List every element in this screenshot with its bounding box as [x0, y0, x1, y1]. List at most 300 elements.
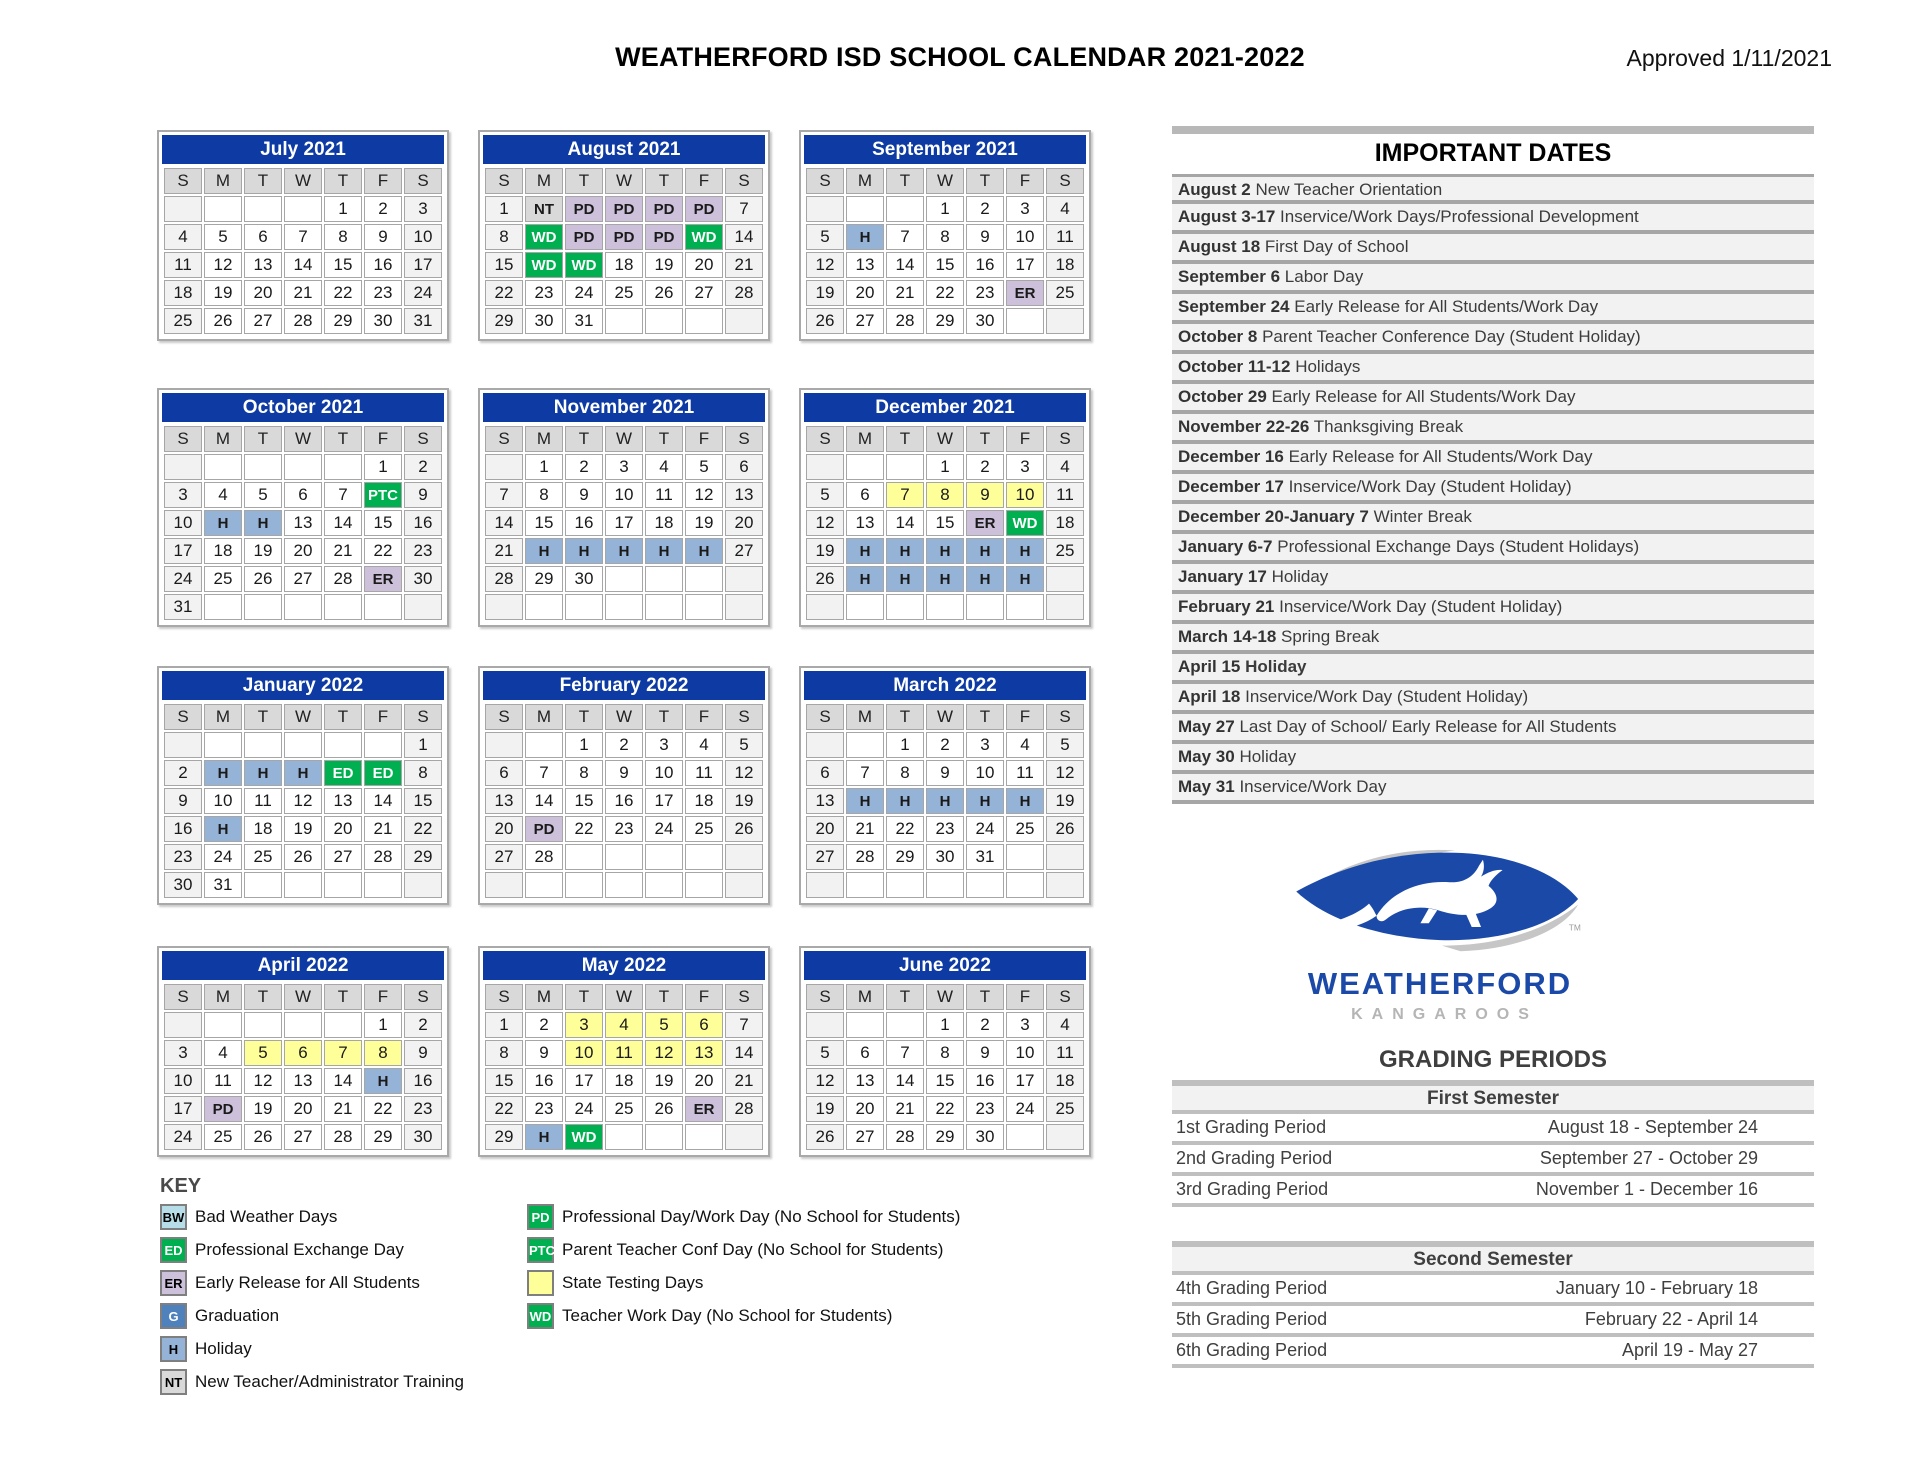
week-row	[485, 196, 763, 222]
grading-period-range: September 27 - October 29	[1539, 1148, 1758, 1168]
day-header-cell: S	[1046, 984, 1084, 1010]
date-cell: 11	[1006, 760, 1044, 786]
date-cell: 3	[966, 732, 1004, 758]
important-date-desc: Holiday	[1271, 567, 1329, 586]
date-cell: 31	[404, 308, 442, 334]
date-cell-wd: WD	[565, 252, 603, 278]
key-item	[527, 1303, 960, 1329]
semester-header: First Semester	[1172, 1080, 1814, 1114]
date-cell: 13	[284, 1068, 322, 1094]
day-header-cell: T	[244, 168, 282, 194]
date-cell	[364, 872, 402, 898]
nt-key-badge: NT	[160, 1369, 187, 1395]
day-header-cell: T	[565, 704, 603, 730]
date-cell: 19	[1046, 788, 1084, 814]
important-date-row	[1172, 444, 1814, 474]
important-date-desc: Parent Teacher Conference Day (Student Holiday)	[1262, 327, 1641, 346]
important-date-row	[1172, 594, 1814, 624]
date-cell-h: H	[565, 538, 603, 564]
important-date-row	[1172, 204, 1814, 234]
date-cell: 16	[364, 252, 402, 278]
date-cell: 28	[324, 1124, 362, 1150]
date-cell: 19	[806, 538, 844, 564]
date-cell-wd: WD	[1006, 510, 1044, 536]
date-cell-h: H	[364, 1068, 402, 1094]
week-row	[806, 1040, 1084, 1066]
month-calendar-april-2022	[157, 946, 449, 1157]
date-cell: 15	[926, 252, 964, 278]
date-cell: 12	[244, 1068, 282, 1094]
date-cell: 7	[886, 224, 924, 250]
date-cell: 20	[485, 816, 523, 842]
important-date-label: January 17	[1178, 567, 1267, 586]
week-row	[164, 816, 442, 842]
grading-periods-panel	[1172, 1046, 1814, 1402]
date-cell: 7	[725, 196, 763, 222]
date-cell: 12	[806, 1068, 844, 1094]
date-cell: 28	[324, 566, 362, 592]
date-cell	[284, 196, 322, 222]
date-cell: 15	[525, 510, 563, 536]
date-cell	[204, 594, 242, 620]
week-row	[806, 196, 1084, 222]
key-item-label: Bad Weather Days	[195, 1207, 338, 1226]
month-calendar-december-2021	[799, 388, 1091, 627]
date-cell: 1	[485, 1012, 523, 1038]
date-cell: 16	[404, 1068, 442, 1094]
date-cell: 9	[404, 482, 442, 508]
date-cell: 17	[565, 1068, 603, 1094]
week-row	[485, 510, 763, 536]
mascot-name: KANGAROOS	[1351, 1006, 1538, 1023]
week-row	[806, 788, 1084, 814]
date-cell: 3	[1006, 454, 1044, 480]
date-cell-h: H	[284, 760, 322, 786]
important-date-row	[1172, 354, 1814, 384]
week-row	[485, 594, 763, 620]
day-header-cell: F	[685, 168, 723, 194]
date-cell: 6	[284, 482, 322, 508]
date-cell: 21	[284, 280, 322, 306]
day-header-cell: M	[846, 426, 884, 452]
important-date-row	[1172, 384, 1814, 414]
date-cell: 20	[324, 816, 362, 842]
important-date-desc: Labor Day	[1284, 267, 1364, 286]
date-cell-pd: PD	[565, 196, 603, 222]
date-cell: 8	[485, 1040, 523, 1066]
month-title: January 2022	[162, 671, 444, 700]
month-title: December 2021	[804, 393, 1086, 422]
date-cell: 21	[725, 1068, 763, 1094]
date-cell: 20	[284, 1096, 322, 1122]
day-header-cell: W	[605, 704, 643, 730]
date-cell	[966, 594, 1004, 620]
day-header-cell: S	[164, 704, 202, 730]
date-cell: 2	[164, 760, 202, 786]
week-row	[806, 816, 1084, 842]
date-cell-st: 7	[886, 482, 924, 508]
important-date-desc: Inservice/Work Day	[1239, 777, 1387, 796]
important-date-label: December 16	[1178, 447, 1284, 466]
date-cell-h: H	[886, 538, 924, 564]
date-cell: 20	[284, 538, 322, 564]
key-item-label: State Testing Days	[562, 1273, 704, 1292]
date-cell: 2	[966, 454, 1004, 480]
date-cell: 20	[685, 252, 723, 278]
month-grid	[804, 166, 1086, 336]
bw-key-badge: BW	[160, 1204, 187, 1230]
date-cell: 31	[204, 872, 242, 898]
date-cell-h: H	[846, 566, 884, 592]
grading-period-range: November 1 - December 16	[1535, 1179, 1758, 1199]
day-header-cell: T	[645, 168, 683, 194]
date-cell	[324, 1012, 362, 1038]
date-cell: 1	[926, 196, 964, 222]
date-cell: 3	[605, 454, 643, 480]
date-cell: 19	[806, 280, 844, 306]
month-title: October 2021	[162, 393, 444, 422]
day-header-cell: S	[485, 704, 523, 730]
day-header-cell: M	[846, 704, 884, 730]
day-header-row	[164, 984, 442, 1010]
week-row	[164, 224, 442, 250]
date-cell: 22	[404, 816, 442, 842]
key-item	[160, 1237, 464, 1263]
date-cell	[645, 1124, 683, 1150]
date-cell	[1046, 566, 1084, 592]
week-row	[806, 1096, 1084, 1122]
date-cell	[886, 1012, 924, 1038]
important-dates-panel	[1172, 126, 1814, 804]
date-cell	[1046, 844, 1084, 870]
important-date-row	[1172, 684, 1814, 714]
week-row	[164, 454, 442, 480]
day-header-cell: T	[565, 984, 603, 1010]
date-cell-st: 8	[926, 482, 964, 508]
day-header-cell: T	[244, 426, 282, 452]
grading-period-label: 3rd Grading Period	[1176, 1179, 1329, 1199]
month-grid	[162, 166, 444, 336]
date-cell	[846, 454, 884, 480]
date-cell	[886, 594, 924, 620]
date-cell: 29	[364, 1124, 402, 1150]
day-header-cell: T	[645, 704, 683, 730]
date-cell-h: H	[204, 760, 242, 786]
day-header-cell: M	[204, 984, 242, 1010]
date-cell: 16	[605, 788, 643, 814]
date-cell: 17	[404, 252, 442, 278]
date-cell: 8	[926, 224, 964, 250]
date-cell: 30	[966, 1124, 1004, 1150]
date-cell-pd: PD	[565, 224, 603, 250]
day-header-cell: T	[565, 426, 603, 452]
date-cell	[846, 732, 884, 758]
date-cell-st: 6	[284, 1040, 322, 1066]
important-date-label: February 21	[1178, 597, 1275, 616]
date-cell: 14	[725, 1040, 763, 1066]
date-cell	[1046, 872, 1084, 898]
date-cell: 27	[485, 844, 523, 870]
date-cell: 4	[645, 454, 683, 480]
date-cell: 22	[926, 280, 964, 306]
date-cell: 22	[364, 538, 402, 564]
date-cell	[1006, 1124, 1044, 1150]
day-header-cell: T	[324, 984, 362, 1010]
grading-period-range: January 10 - February 18	[1555, 1278, 1758, 1298]
month-calendar-march-2022	[799, 666, 1091, 905]
date-cell	[886, 454, 924, 480]
date-cell-h: H	[926, 538, 964, 564]
semester-table	[1172, 1080, 1814, 1207]
date-cell: 28	[284, 308, 322, 334]
important-date-label: December 17	[1178, 477, 1284, 496]
date-cell: 3	[1006, 196, 1044, 222]
date-cell	[806, 872, 844, 898]
date-cell: 5	[725, 732, 763, 758]
date-cell: 23	[966, 280, 1004, 306]
date-cell: 24	[565, 1096, 603, 1122]
week-row	[485, 788, 763, 814]
date-cell-h: H	[846, 538, 884, 564]
day-header-cell: T	[966, 704, 1004, 730]
semester-header: Second Semester	[1172, 1241, 1814, 1275]
date-cell-er: ER	[1006, 280, 1044, 306]
day-header-cell: S	[404, 984, 442, 1010]
day-header-cell: T	[886, 984, 924, 1010]
day-header-cell: S	[164, 426, 202, 452]
date-cell: 14	[725, 224, 763, 250]
week-row	[485, 454, 763, 480]
important-date-row	[1172, 654, 1814, 684]
day-header-cell: T	[645, 426, 683, 452]
date-cell: 1	[364, 1012, 402, 1038]
day-header-cell: T	[966, 984, 1004, 1010]
week-row	[164, 1096, 442, 1122]
day-header-cell: S	[404, 704, 442, 730]
date-cell: 6	[806, 760, 844, 786]
date-cell: 30	[966, 308, 1004, 334]
date-cell: 14	[324, 1068, 362, 1094]
important-date-label: March 14-18	[1178, 627, 1277, 646]
date-cell	[685, 1124, 723, 1150]
date-cell: 2	[966, 1012, 1004, 1038]
date-cell: 23	[926, 816, 964, 842]
month-title: June 2022	[804, 951, 1086, 980]
date-cell: 14	[485, 510, 523, 536]
date-cell	[324, 454, 362, 480]
date-cell-h: H	[966, 788, 1004, 814]
date-cell: 12	[204, 252, 242, 278]
date-cell	[645, 308, 683, 334]
date-cell: 7	[284, 224, 322, 250]
date-cell: 19	[244, 1096, 282, 1122]
important-date-desc: Early Release for All Students/Work Day	[1271, 387, 1576, 406]
date-cell-h: H	[846, 224, 884, 250]
important-date-label: August 18	[1178, 237, 1261, 256]
day-header-cell: S	[806, 984, 844, 1010]
date-cell: 2	[966, 196, 1004, 222]
date-cell	[685, 594, 723, 620]
grading-period-row	[1172, 1337, 1814, 1368]
week-row	[164, 872, 442, 898]
date-cell: 18	[1046, 1068, 1084, 1094]
date-cell-pd: PD	[685, 196, 723, 222]
key-item-label: Teacher Work Day (No School for Students)	[562, 1306, 893, 1325]
date-cell: 28	[725, 1096, 763, 1122]
date-cell-wd: WD	[525, 224, 563, 250]
week-row	[485, 538, 763, 564]
week-row	[806, 844, 1084, 870]
date-cell: 26	[204, 308, 242, 334]
date-cell	[645, 566, 683, 592]
week-row	[164, 732, 442, 758]
day-header-cell: T	[886, 704, 924, 730]
date-cell	[204, 732, 242, 758]
key-item	[527, 1270, 960, 1296]
date-cell: 4	[204, 482, 242, 508]
month-grid	[804, 702, 1086, 900]
date-cell: 18	[605, 1068, 643, 1094]
day-header-cell: S	[164, 168, 202, 194]
date-cell-h: H	[966, 538, 1004, 564]
day-header-cell: W	[926, 168, 964, 194]
date-cell: 1	[926, 454, 964, 480]
month-title: February 2022	[483, 671, 765, 700]
important-date-row	[1172, 324, 1814, 354]
week-row	[485, 1068, 763, 1094]
date-cell: 22	[926, 1096, 964, 1122]
important-date-desc: First Day of School	[1264, 237, 1409, 256]
important-date-label: January 6-7	[1178, 537, 1273, 556]
date-cell: 19	[284, 816, 322, 842]
date-cell: 30	[404, 1124, 442, 1150]
key-item	[160, 1270, 464, 1296]
date-cell: 23	[525, 1096, 563, 1122]
date-cell: 21	[485, 538, 523, 564]
date-cell: 9	[966, 224, 1004, 250]
key-item-label: Professional Day/Work Day (No School for Students)	[562, 1207, 961, 1226]
day-header-cell: M	[846, 168, 884, 194]
date-cell: 13	[284, 510, 322, 536]
day-header-row	[164, 426, 442, 452]
important-date-label: May 31	[1178, 777, 1235, 796]
day-header-cell: T	[645, 984, 683, 1010]
key-item-label: Early Release for All Students	[195, 1273, 420, 1292]
date-cell: 25	[1006, 816, 1044, 842]
week-row	[485, 280, 763, 306]
date-cell-h: H	[1006, 566, 1044, 592]
date-cell-h: H	[244, 760, 282, 786]
date-cell	[846, 872, 884, 898]
key-column-left	[160, 1204, 464, 1402]
date-cell: 8	[485, 224, 523, 250]
week-row	[485, 844, 763, 870]
day-header-cell: T	[244, 984, 282, 1010]
date-cell-pd: PD	[645, 224, 683, 250]
date-cell: 8	[324, 224, 362, 250]
date-cell: 30	[164, 872, 202, 898]
date-cell	[645, 872, 683, 898]
date-cell	[164, 454, 202, 480]
important-date-label: December 20-January 7	[1178, 507, 1369, 526]
date-cell-st: 5	[244, 1040, 282, 1066]
date-cell-er: ER	[364, 566, 402, 592]
date-cell-h: H	[886, 566, 924, 592]
date-cell: 26	[284, 844, 322, 870]
h-key-badge: H	[160, 1336, 187, 1362]
date-cell: 28	[846, 844, 884, 870]
date-cell-st: 13	[685, 1040, 723, 1066]
date-cell-st: 10	[565, 1040, 603, 1066]
date-cell-er: ER	[966, 510, 1004, 536]
date-cell: 31	[966, 844, 1004, 870]
date-cell: 23	[404, 1096, 442, 1122]
grading-period-range: April 19 - May 27	[1621, 1340, 1758, 1360]
day-header-cell: F	[685, 984, 723, 1010]
date-cell: 23	[164, 844, 202, 870]
week-row	[164, 510, 442, 536]
day-header-cell: S	[1046, 168, 1084, 194]
week-row	[485, 1124, 763, 1150]
date-cell-h: H	[244, 510, 282, 536]
date-cell: 30	[565, 566, 603, 592]
grading-period-row	[1172, 1275, 1814, 1306]
date-cell-h: H	[605, 538, 643, 564]
date-cell	[685, 566, 723, 592]
date-cell: 13	[846, 252, 884, 278]
key-item-label: Graduation	[195, 1306, 280, 1325]
week-row	[806, 872, 1084, 898]
date-cell: 27	[685, 280, 723, 306]
date-cell-st: 6	[685, 1012, 723, 1038]
date-cell: 23	[966, 1096, 1004, 1122]
month-grid	[162, 702, 444, 900]
day-header-cell: F	[685, 704, 723, 730]
date-cell: 9	[966, 1040, 1004, 1066]
date-cell: 18	[244, 816, 282, 842]
date-cell: 16	[966, 1068, 1004, 1094]
month-calendar-november-2021	[478, 388, 770, 627]
week-row	[806, 280, 1084, 306]
day-header-cell: F	[685, 426, 723, 452]
week-row	[164, 1068, 442, 1094]
er-key-badge: ER	[160, 1270, 187, 1296]
date-cell: 21	[886, 1096, 924, 1122]
week-row	[806, 224, 1084, 250]
month-title: March 2022	[804, 671, 1086, 700]
date-cell: 29	[926, 308, 964, 334]
date-cell-pd: PD	[605, 196, 643, 222]
date-cell: 9	[525, 1040, 563, 1066]
date-cell: 26	[1046, 816, 1084, 842]
date-cell	[244, 1012, 282, 1038]
date-cell	[525, 872, 563, 898]
date-cell	[284, 454, 322, 480]
date-cell: 27	[284, 566, 322, 592]
date-cell: 27	[846, 308, 884, 334]
date-cell: 21	[364, 816, 402, 842]
date-cell: 8	[565, 760, 603, 786]
date-cell	[605, 872, 643, 898]
month-grid	[804, 424, 1086, 622]
date-cell: 29	[404, 844, 442, 870]
date-cell-pd: PD	[645, 196, 683, 222]
ed-key-badge: ED	[160, 1237, 187, 1263]
date-cell	[725, 844, 763, 870]
date-cell	[806, 196, 844, 222]
important-date-desc: Thanksgiving Break	[1313, 417, 1464, 436]
date-cell: 24	[164, 566, 202, 592]
